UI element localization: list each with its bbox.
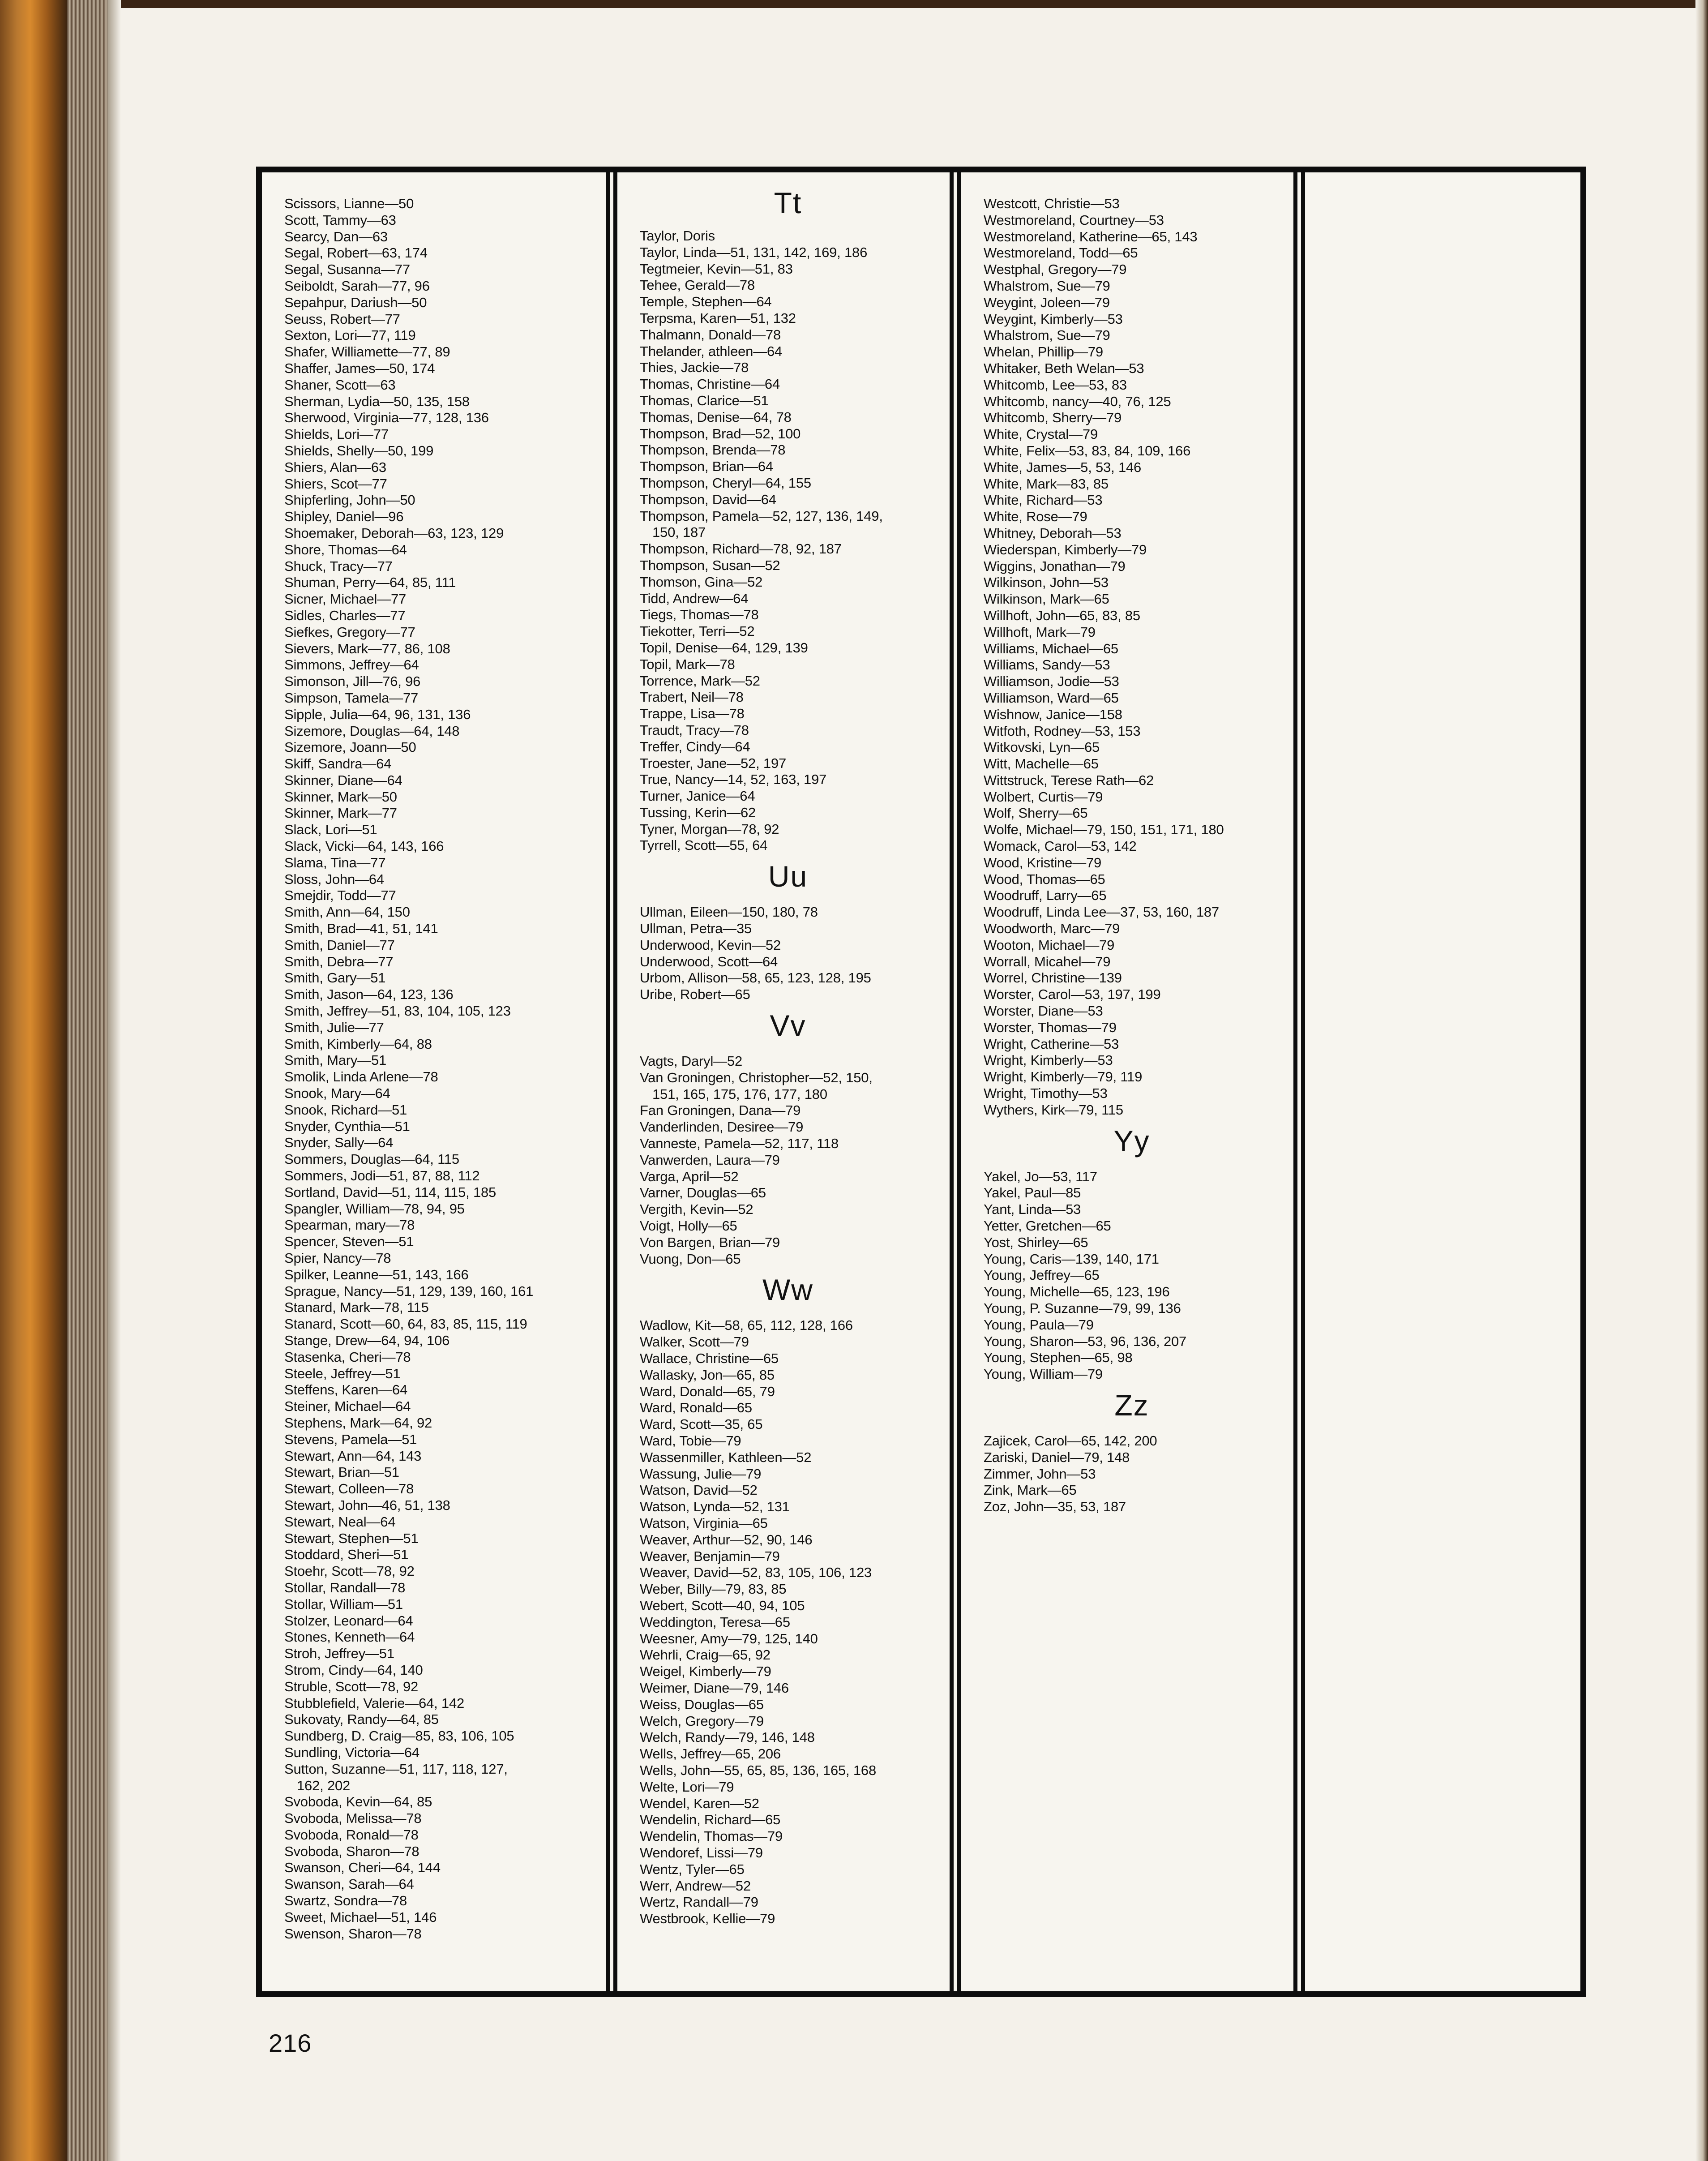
index-entry: Sizemore, Douglas—64, 148 — [284, 723, 460, 739]
index-entry: Wells, John—55, 65, 85, 136, 165, 168 — [640, 1762, 877, 1778]
index-entry: Thies, Jackie—78 — [640, 360, 749, 376]
index-entry: Spencer, Steven—51 — [284, 1234, 414, 1250]
index-entry: Vuong, Don—65 — [640, 1251, 741, 1267]
index-entry: Stroh, Jeffrey—51 — [284, 1646, 394, 1662]
index-entry: Williams, Sandy—53 — [984, 657, 1110, 673]
index-entry: Wittstruck, Terese Rath—62 — [984, 772, 1154, 788]
index-entry: Wishnow, Janice—158 — [984, 706, 1122, 722]
index-entry: Wadlow, Kit—58, 65, 112, 128, 166 — [640, 1317, 853, 1333]
index-entry: Ward, Scott—35, 65 — [640, 1416, 763, 1432]
index-entry: Smith, Jeffrey—51, 83, 104, 105, 123 — [284, 1003, 511, 1019]
index-entry: Wiggins, Jonathan—79 — [984, 558, 1126, 574]
index-entry: Weaver, David—52, 83, 105, 106, 123 — [640, 1565, 872, 1581]
index-entry: Thompson, Pamela—52, 127, 136, 149, — [640, 508, 883, 524]
index-entry: Thompson, Cheryl—64, 155 — [640, 475, 811, 491]
index-entry: Simonson, Jill—76, 96 — [284, 673, 421, 690]
index-entry: Wooton, Michael—79 — [984, 937, 1115, 953]
index-entry: Young, Sharon—53, 96, 136, 207 — [984, 1333, 1187, 1349]
index-entry: Wendelin, Thomas—79 — [640, 1828, 783, 1844]
index-entry: Whitney, Deborah—53 — [984, 525, 1122, 541]
index-entry: Thompson, Brian—64 — [640, 459, 773, 475]
index-entry: Wolbert, Curtis—79 — [984, 789, 1103, 805]
letter-heading: Vv — [770, 1009, 806, 1042]
index-entry: Whitcomb, nancy—40, 76, 125 — [984, 393, 1171, 409]
index-entry: Webert, Scott—40, 94, 105 — [640, 1597, 805, 1613]
index-entry: Smith, Brad—41, 51, 141 — [284, 921, 438, 937]
index-entry: Willhoft, John—65, 83, 85 — [984, 607, 1140, 623]
index-entry: Vergith, Kevin—52 — [640, 1201, 753, 1218]
index-entry: Young, Stephen—65, 98 — [984, 1350, 1133, 1366]
index-entry: Stewart, Stephen—51 — [284, 1530, 419, 1546]
index-entry: Wolfe, Michael—79, 150, 151, 171, 180 — [984, 822, 1224, 838]
index-entry: Spilker, Leanne—51, 143, 166 — [284, 1266, 469, 1282]
index-entry: Snook, Mary—64 — [284, 1085, 390, 1102]
index-entry: Sidles, Charles—77 — [284, 607, 406, 623]
index-entry: Vanneste, Pamela—52, 117, 118 — [640, 1136, 839, 1152]
index-entry-continuation: 150, 187 — [652, 524, 706, 540]
index-entry: Wright, Timothy—53 — [984, 1085, 1108, 1102]
index-entry: Worster, Thomas—79 — [984, 1019, 1117, 1035]
index-entry: Westmoreland, Katherine—65, 143 — [984, 228, 1198, 244]
index-entry: White, Mark—83, 85 — [984, 476, 1109, 492]
index-entry: Wright, Kimberly—79, 119 — [984, 1069, 1143, 1085]
index-entry: Treffer, Cindy—64 — [640, 738, 750, 755]
index-entry: Watson, Virginia—65 — [640, 1515, 768, 1531]
index-entry: Whelan, Phillip—79 — [984, 344, 1103, 360]
index-entry: Yost, Shirley—65 — [984, 1234, 1088, 1250]
index-entry: Woodworth, Marc—79 — [984, 921, 1120, 937]
index-entry: Seuss, Robert—77 — [284, 311, 400, 327]
index-entry: Shaffer, James—50, 174 — [284, 360, 435, 376]
index-entry: Woodruff, Linda Lee—37, 53, 160, 187 — [984, 904, 1219, 920]
index-entry: Wassung, Julie—79 — [640, 1466, 762, 1482]
index-entry: Weaver, Benjamin—79 — [640, 1548, 780, 1564]
index-entry: Westphal, Gregory—79 — [984, 262, 1127, 278]
index-entry: Shields, Lori—77 — [284, 426, 389, 442]
index-entry: Thompson, Brad—52, 100 — [640, 425, 801, 442]
index-entry: Weygint, Joleen—79 — [984, 294, 1110, 310]
book-right-edge — [1695, 0, 1708, 2161]
index-entry: Swanson, Sarah—64 — [284, 1876, 414, 1892]
index-entry: Torrence, Mark—52 — [640, 673, 760, 689]
index-entry: Tehee, Gerald—78 — [640, 277, 755, 293]
index-entry: Williamson, Jodie—53 — [984, 673, 1119, 690]
index-entry: Weigel, Kimberly—79 — [640, 1664, 771, 1680]
index-entry: Yant, Linda—53 — [984, 1201, 1081, 1218]
index-entry: Stollar, Randall—78 — [284, 1579, 406, 1595]
index-entry: Shafer, Williamette—77, 89 — [284, 344, 450, 360]
index-entry: Smith, Gary—51 — [284, 970, 386, 986]
index-entry: Welte, Lori—79 — [640, 1779, 734, 1795]
index-entry: Worrall, Micahel—79 — [984, 953, 1111, 969]
index-entry: Stevens, Pamela—51 — [284, 1431, 417, 1447]
index-entry: Wendelin, Richard—65 — [640, 1812, 781, 1828]
letter-heading: Uu — [768, 860, 808, 893]
index-entry: Wendel, Karen—52 — [640, 1795, 759, 1811]
index-entry: Ward, Tobie—79 — [640, 1433, 741, 1449]
index-entry: Weesner, Amy—79, 125, 140 — [640, 1630, 818, 1646]
index-entry: Stoehr, Scott—78, 92 — [284, 1563, 415, 1579]
index-entry: Sprague, Nancy—51, 129, 139, 160, 161 — [284, 1283, 534, 1299]
index-entry: Sizemore, Joann—50 — [284, 739, 416, 755]
index-entry: Sloss, John—64 — [284, 871, 384, 887]
index-entry: Stones, Kenneth—64 — [284, 1629, 415, 1645]
index-entry: Young, Michelle—65, 123, 196 — [984, 1284, 1170, 1300]
letter-heading: Tt — [774, 186, 802, 219]
index-entry: Taylor, Doris — [640, 228, 715, 244]
index-entry: Wentz, Tyler—65 — [640, 1861, 745, 1877]
index-entry: Spearman, mary—78 — [284, 1217, 415, 1233]
index-entry: Temple, Stephen—64 — [640, 294, 772, 310]
index-entry: White, Felix—53, 83, 84, 109, 166 — [984, 442, 1191, 459]
index-entry: Topil, Denise—64, 129, 139 — [640, 639, 808, 656]
index-entry: Thomas, Denise—64, 78 — [640, 409, 792, 425]
index-entry: Shields, Shelly—50, 199 — [284, 442, 434, 459]
index-entry: Snook, Richard—51 — [284, 1102, 407, 1118]
index-entry: Stewart, Brian—51 — [284, 1464, 399, 1480]
index-entry: Stanard, Mark—78, 115 — [284, 1299, 429, 1316]
index-entry: Wilkinson, John—53 — [984, 575, 1109, 591]
index-column-2 — [606, 172, 950, 1991]
index-entry: Urbom, Allison—58, 65, 123, 128, 195 — [640, 970, 871, 986]
index-entry: Wythers, Kirk—79, 115 — [984, 1102, 1123, 1118]
index-entry: Traudt, Tracy—78 — [640, 722, 749, 738]
index-entry: Svoboda, Kevin—64, 85 — [284, 1794, 432, 1810]
index-entry: Whalstrom, Sue—79 — [984, 278, 1110, 294]
index-entry: Ullman, Petra—35 — [640, 921, 752, 937]
letter-heading: Yy — [1113, 1124, 1150, 1158]
book-binding — [0, 0, 67, 2161]
index-entry: Ward, Donald—65, 79 — [640, 1383, 775, 1399]
index-entry: Smith, Julie—77 — [284, 1019, 384, 1035]
page-number: 216 — [269, 2029, 312, 2057]
index-entry: Thomson, Gina—52 — [640, 574, 763, 590]
index-entry: Svoboda, Melissa—78 — [284, 1810, 422, 1827]
index-entry: Whitcomb, Sherry—79 — [984, 410, 1122, 426]
index-entry: Shipley, Daniel—96 — [284, 509, 404, 525]
index-entry: Wood, Kristine—79 — [984, 854, 1102, 870]
index-entry: Skinner, Mark—77 — [284, 805, 397, 821]
index-entry: Shuman, Perry—64, 85, 111 — [284, 575, 456, 591]
index-entry: Stoddard, Sheri—51 — [284, 1547, 409, 1563]
index-entry: Stewart, Colleen—78 — [284, 1481, 414, 1497]
index-entry: Sundberg, D. Craig—85, 83, 106, 105 — [284, 1728, 514, 1744]
index-entry: Worster, Carol—53, 197, 199 — [984, 986, 1161, 1003]
index-entry: Slack, Vicki—64, 143, 166 — [284, 838, 444, 854]
index-entry: Tiekotter, Terri—52 — [640, 623, 755, 639]
index-entry: Snyder, Sally—64 — [284, 1135, 394, 1151]
index-entry: Scissors, Lianne—50 — [284, 196, 414, 211]
index-entry: Wright, Catherine—53 — [984, 1036, 1119, 1052]
index-entry: Trabert, Neil—78 — [640, 689, 744, 705]
index-entry: Thompson, Richard—78, 92, 187 — [640, 541, 842, 557]
index-entry: Woodruff, Larry—65 — [984, 888, 1107, 904]
index-entry: Svoboda, Sharon—78 — [284, 1843, 420, 1859]
index-entry: Smith, Mary—51 — [284, 1052, 387, 1068]
index-entry: Topil, Mark—78 — [640, 656, 735, 672]
index-entry: Wood, Thomas—65 — [984, 871, 1105, 887]
index-entry: Von Bargen, Brian—79 — [640, 1234, 780, 1250]
index-entry: Sipple, Julia—64, 96, 131, 136 — [284, 706, 471, 722]
index-entry: Turner, Janice—64 — [640, 788, 755, 804]
index-entry: Weddington, Teresa—65 — [640, 1614, 790, 1630]
index-entry: Tyrrell, Scott—55, 64 — [640, 837, 768, 853]
index-entry: Wright, Kimberly—53 — [984, 1052, 1113, 1068]
index-entry: Shipferling, John—50 — [284, 492, 415, 508]
letter-heading: Zz — [1114, 1388, 1149, 1422]
index-entry: Wassenmiller, Kathleen—52 — [640, 1449, 812, 1465]
index-entry: Vagts, Daryl—52 — [640, 1053, 743, 1069]
index-entry: Westmoreland, Courtney—53 — [984, 212, 1164, 228]
index-entry: Terpsma, Karen—51, 132 — [640, 310, 796, 326]
index-entry: Wallace, Christine—65 — [640, 1351, 779, 1367]
index-entry: Sievers, Mark—77, 86, 108 — [284, 640, 450, 656]
index-entry: Voigt, Holly—65 — [640, 1218, 737, 1234]
book-top-edge — [0, 0, 1708, 8]
index-entry: Young, William—79 — [984, 1366, 1103, 1382]
index-entry: Troester, Jane—52, 197 — [640, 755, 787, 771]
index-entry: Underwood, Kevin—52 — [640, 937, 781, 953]
index-entry: Weiss, Douglas—65 — [640, 1696, 764, 1712]
index-entry: Spangler, William—78, 94, 95 — [284, 1201, 465, 1217]
index-entry: Tussing, Kerin—62 — [640, 804, 756, 820]
index-entry: Van Groningen, Christopher—52, 150, — [640, 1069, 873, 1085]
index-entry: Simpson, Tamela—77 — [284, 690, 419, 706]
index-entry: Womack, Carol—53, 142 — [984, 838, 1137, 854]
index-entry: Wilkinson, Mark—65 — [984, 591, 1109, 607]
index-entry: Stange, Drew—64, 94, 106 — [284, 1332, 450, 1348]
index-entry: Sherwood, Virginia—77, 128, 136 — [284, 410, 489, 426]
index-entry: Stanard, Scott—60, 64, 83, 85, 115, 119 — [284, 1316, 527, 1332]
index-entry: Weygint, Kimberly—53 — [984, 311, 1123, 327]
index-entry: Smith, Ann—64, 150 — [284, 904, 410, 920]
index-entry: Wertz, Randall—79 — [640, 1894, 758, 1910]
index-entry: White, Richard—53 — [984, 492, 1103, 508]
index-entry: Willhoft, Mark—79 — [984, 624, 1096, 640]
index-entry: Worrel, Christine—139 — [984, 970, 1122, 986]
index-entry: Smith, Debra—77 — [284, 953, 394, 969]
index-entry: Shoemaker, Deborah—63, 123, 129 — [284, 525, 504, 541]
index-entry: Wiederspan, Kimberly—79 — [984, 541, 1147, 557]
index-entry: Shiers, Alan—63 — [284, 459, 386, 475]
index-entry: Swanson, Cheri—64, 144 — [284, 1860, 441, 1876]
index-entry: Sicner, Michael—77 — [284, 591, 407, 607]
index-entry: Watson, Lynda—52, 131 — [640, 1499, 790, 1515]
index-entry: Sweet, Michael—51, 146 — [284, 1909, 437, 1925]
index-entry: Westmoreland, Todd—65 — [984, 245, 1138, 261]
index-entry: Snyder, Cynthia—51 — [284, 1118, 410, 1134]
index-entry: Witkovski, Lyn—65 — [984, 739, 1100, 755]
index-entry: Witfoth, Rodney—53, 153 — [984, 723, 1141, 739]
index-entry: Zajicek, Carol—65, 142, 200 — [984, 1432, 1157, 1449]
index-entry: Steiner, Michael—64 — [284, 1398, 411, 1415]
index-entry: Zoz, John—35, 53, 187 — [984, 1499, 1126, 1515]
index-entry: Weimer, Diane—79, 146 — [640, 1680, 789, 1696]
index-entry: Shiers, Scot—77 — [284, 476, 387, 492]
index-frame — [256, 167, 1586, 1997]
index-entry: Zimmer, John—53 — [984, 1466, 1096, 1482]
index-entry: Vanwerden, Laura—79 — [640, 1152, 780, 1168]
index-entry: Shore, Thomas—64 — [284, 541, 407, 557]
index-entry: Simmons, Jeffrey—64 — [284, 657, 419, 673]
gutter-shadow — [107, 0, 121, 2161]
index-entry: Young, Jeffrey—65 — [984, 1267, 1100, 1283]
index-entry: Stubblefield, Valerie—64, 142 — [284, 1695, 465, 1711]
index-entry: Wolf, Sherry—65 — [984, 805, 1088, 821]
index-entry: Fan Groningen, Dana—79 — [640, 1102, 801, 1119]
index-entry: White, Rose—79 — [984, 509, 1087, 525]
index-entry: Watson, David—52 — [640, 1482, 758, 1498]
index-entry: Williamson, Ward—65 — [984, 690, 1119, 706]
index-entry: Stollar, William—51 — [284, 1596, 403, 1612]
letter-heading: Ww — [762, 1273, 813, 1307]
index-entry: Wendoref, Lissi—79 — [640, 1844, 763, 1861]
index-entry: Yetter, Gretchen—65 — [984, 1218, 1111, 1234]
index-entry: Thomas, Clarice—51 — [640, 392, 769, 408]
index-entry: Werr, Andrew—52 — [640, 1878, 751, 1894]
index-entry: Stewart, John—46, 51, 138 — [284, 1497, 450, 1513]
index-entry: Zink, Mark—65 — [984, 1482, 1077, 1498]
index-entry: Segal, Susanna—77 — [284, 262, 410, 278]
index-entry: Varner, Douglas—65 — [640, 1185, 766, 1201]
index-entry: Zariski, Daniel—79, 148 — [984, 1449, 1130, 1465]
index-entry: Whitcomb, Lee—53, 83 — [984, 377, 1127, 393]
index-entry: Sundling, Victoria—64 — [284, 1744, 420, 1760]
index-entry: White, James—5, 53, 146 — [984, 459, 1142, 475]
index-entry: Skinner, Mark—50 — [284, 789, 397, 805]
index-entry: Witt, Machelle—65 — [984, 756, 1099, 772]
index-entry-continuation: 162, 202 — [297, 1777, 351, 1793]
index-entry: Welch, Randy—79, 146, 148 — [640, 1729, 815, 1745]
index-entry: Sortland, David—51, 114, 115, 185 — [284, 1184, 497, 1200]
index-entry: Shaner, Scott—63 — [284, 377, 396, 393]
index-entry: Walker, Scott—79 — [640, 1334, 749, 1350]
index-entry: Tiegs, Thomas—78 — [640, 607, 759, 623]
index-entry: Steele, Jeffrey—51 — [284, 1365, 401, 1381]
index-entry: Stewart, Ann—64, 143 — [284, 1448, 422, 1464]
index-entry: Sukovaty, Randy—64, 85 — [284, 1711, 439, 1728]
index-entry: Whalstrom, Sue—79 — [984, 327, 1110, 343]
index-entry: Welch, Gregory—79 — [640, 1713, 764, 1729]
index-entry: Tidd, Andrew—64 — [640, 590, 749, 606]
index-entry: Smolik, Linda Arlene—78 — [284, 1069, 438, 1085]
index-entry: Smith, Kimberly—64, 88 — [284, 1036, 432, 1052]
index-entry: Struble, Scott—78, 92 — [284, 1678, 419, 1694]
index-entry: Westbrook, Kellie—79 — [640, 1911, 775, 1927]
index-entry: Sexton, Lori—77, 119 — [284, 327, 416, 343]
index-entry: Vanderlinden, Desiree—79 — [640, 1119, 804, 1135]
index-entry: Thalmann, Donald—78 — [640, 326, 781, 343]
index-entry: Young, Caris—139, 140, 171 — [984, 1251, 1159, 1267]
index-entry: Stewart, Neal—64 — [284, 1514, 396, 1530]
index-entry: Svoboda, Ronald—78 — [284, 1827, 419, 1843]
index-entry: Yakel, Jo—53, 117 — [984, 1168, 1097, 1184]
index-entry: Scott, Tammy—63 — [284, 212, 396, 228]
index-entry: Steffens, Karen—64 — [284, 1382, 408, 1398]
index-entry: Sherman, Lydia—50, 135, 158 — [284, 393, 470, 409]
index-entry: Stolzer, Leonard—64 — [284, 1612, 413, 1629]
index-entry: Wehrli, Craig—65, 92 — [640, 1647, 771, 1663]
index-entry: Spier, Nancy—78 — [284, 1250, 391, 1266]
index-entry: Siefkes, Gregory—77 — [284, 624, 415, 640]
index-entry: Strom, Cindy—64, 140 — [284, 1662, 423, 1678]
index-entry: Uribe, Robert—65 — [640, 986, 750, 1003]
index-entry: Ward, Ronald—65 — [640, 1400, 752, 1416]
index-entry: Yakel, Paul—85 — [984, 1185, 1081, 1201]
index-column-4-empty — [1293, 172, 1580, 1991]
index-entry: Thompson, David—64 — [640, 491, 776, 507]
index-entry: Searcy, Dan—63 — [284, 228, 388, 244]
index-column-3 — [950, 172, 1293, 1991]
index-entry: Sommers, Douglas—64, 115 — [284, 1151, 459, 1167]
index-entry: Thomas, Christine—64 — [640, 376, 780, 392]
index-entry: Westcott, Christie—53 — [984, 196, 1120, 211]
index-entry: Weaver, Arthur—52, 90, 146 — [640, 1531, 813, 1548]
index-entry: Young, P. Suzanne—79, 99, 136 — [984, 1300, 1181, 1316]
index-entry: Segal, Robert—63, 174 — [284, 245, 428, 261]
index-entry: Swartz, Sondra—78 — [284, 1893, 407, 1909]
index-entry-continuation: 151, 165, 175, 176, 177, 180 — [652, 1086, 827, 1102]
index-entry: Slama, Tina—77 — [284, 854, 386, 870]
index-entry: Sepahpur, Dariush—50 — [284, 294, 427, 310]
index-entry: Sutton, Suzanne—51, 117, 118, 127, — [284, 1761, 508, 1777]
index-entry: Tyner, Morgan—78, 92 — [640, 821, 779, 837]
index-entry: Williams, Michael—65 — [984, 640, 1118, 656]
index-entry: Thompson, Brenda—78 — [640, 442, 786, 458]
index-entry: Worster, Diane—53 — [984, 1003, 1103, 1019]
index-entry: Young, Paula—79 — [984, 1316, 1094, 1333]
index-entry: Stasenka, Cheri—78 — [284, 1349, 411, 1365]
index-entry: Smith, Jason—64, 123, 136 — [284, 986, 454, 1003]
index-entry: Weber, Billy—79, 83, 85 — [640, 1581, 787, 1597]
index-entry: Smejdir, Todd—77 — [284, 888, 396, 904]
index-entry: Swenson, Sharon—78 — [284, 1925, 422, 1942]
index-entry: Sommers, Jodi—51, 87, 88, 112 — [284, 1168, 480, 1184]
index-entry: Taylor, Linda—51, 131, 142, 169, 186 — [640, 244, 868, 260]
index-entry: Stephens, Mark—64, 92 — [284, 1415, 432, 1431]
index-entry: Underwood, Scott—64 — [640, 953, 778, 969]
index-entry: Slack, Lori—51 — [284, 822, 377, 838]
index-entry: Varga, April—52 — [640, 1168, 739, 1184]
index-entry: Shuck, Tracy—77 — [284, 558, 393, 574]
index-entry: True, Nancy—14, 52, 163, 197 — [640, 772, 827, 788]
index-entry: Whitaker, Beth Welan—53 — [984, 360, 1144, 376]
index-entry: Smith, Daniel—77 — [284, 937, 395, 953]
index-entry: Wallasky, Jon—65, 85 — [640, 1367, 775, 1383]
index-entry: Wells, Jeffrey—65, 206 — [640, 1746, 781, 1762]
index-entry: Ullman, Eileen—150, 180, 78 — [640, 904, 818, 920]
index-entry: Seiboldt, Sarah—77, 96 — [284, 278, 430, 294]
book-page-edges — [67, 0, 107, 2161]
index-entry: Thompson, Susan—52 — [640, 557, 780, 573]
index-column-1 — [262, 172, 606, 1991]
index-entry: Trappe, Lisa—78 — [640, 706, 745, 722]
index-entry: White, Crystal—79 — [984, 426, 1098, 442]
index-entry: Tegtmeier, Kevin—51, 83 — [640, 261, 793, 277]
index-entry: Skiff, Sandra—64 — [284, 756, 392, 772]
index-entry: Thelander, athleen—64 — [640, 343, 783, 359]
index-entry: Skinner, Diane—64 — [284, 772, 402, 788]
